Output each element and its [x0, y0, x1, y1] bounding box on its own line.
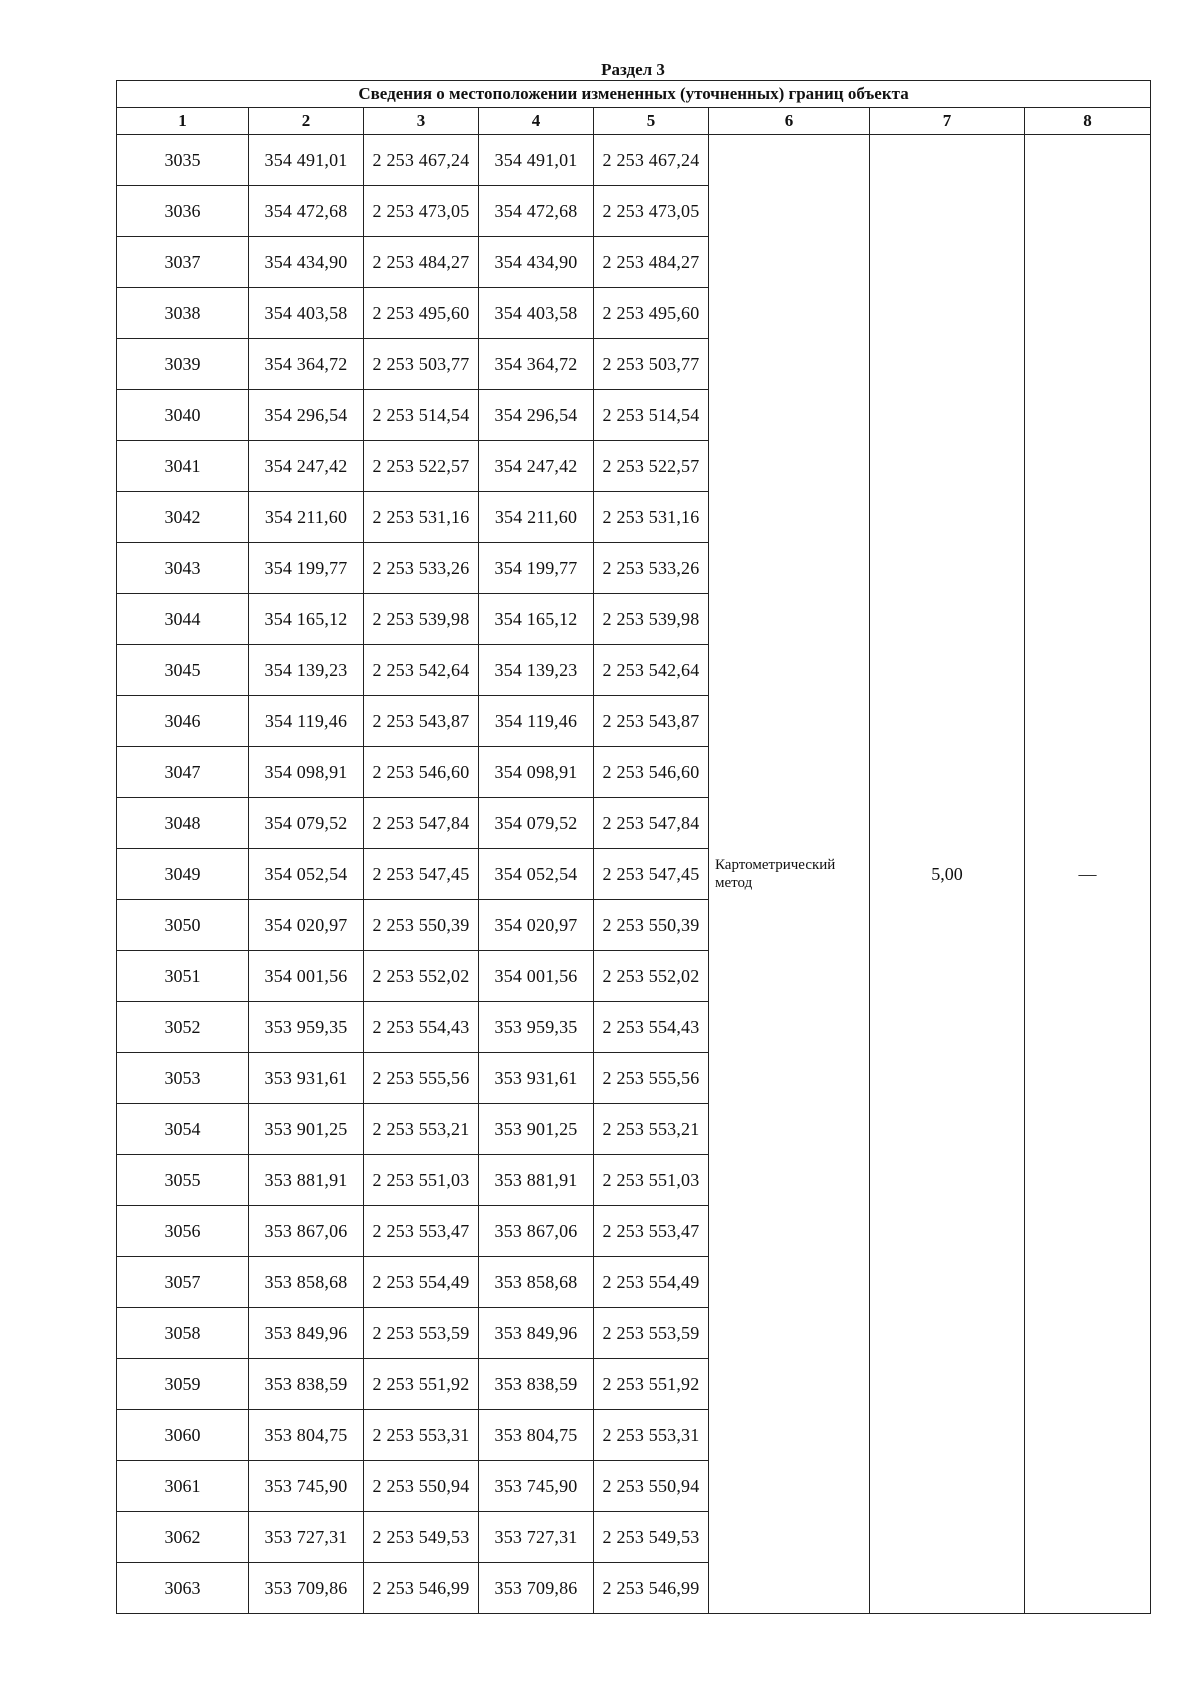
x-existing-cell: 354 211,60 — [249, 492, 364, 543]
x-existing-cell: 354 020,97 — [249, 900, 364, 951]
y-updated-cell: 2 253 531,16 — [594, 492, 709, 543]
y-existing-cell: 2 253 495,60 — [364, 288, 479, 339]
x-updated-cell: 354 472,68 — [479, 186, 594, 237]
x-existing-cell: 353 838,59 — [249, 1359, 364, 1410]
y-updated-cell: 2 253 473,05 — [594, 186, 709, 237]
x-existing-cell: 353 858,68 — [249, 1257, 364, 1308]
x-existing-cell: 354 079,52 — [249, 798, 364, 849]
y-existing-cell: 2 253 503,77 — [364, 339, 479, 390]
y-existing-cell: 2 253 543,87 — [364, 696, 479, 747]
x-updated-cell: 353 727,31 — [479, 1512, 594, 1563]
x-updated-cell: 354 001,56 — [479, 951, 594, 1002]
y-updated-cell: 2 253 550,94 — [594, 1461, 709, 1512]
y-updated-cell: 2 253 555,56 — [594, 1053, 709, 1104]
table-body — [117, 135, 1151, 1614]
x-updated-cell: 354 165,12 — [479, 594, 594, 645]
x-existing-cell: 353 727,31 — [249, 1512, 364, 1563]
y-existing-cell: 2 253 553,21 — [364, 1104, 479, 1155]
y-existing-cell: 2 253 551,92 — [364, 1359, 479, 1410]
x-updated-cell: 353 849,96 — [479, 1308, 594, 1359]
point-number-cell: 3057 — [117, 1257, 249, 1308]
y-existing-cell: 2 253 473,05 — [364, 186, 479, 237]
x-updated-cell: 353 959,35 — [479, 1002, 594, 1053]
y-existing-cell: 2 253 514,54 — [364, 390, 479, 441]
point-number-cell: 3040 — [117, 390, 249, 441]
x-updated-cell: 353 709,86 — [479, 1563, 594, 1614]
x-existing-cell: 354 052,54 — [249, 849, 364, 900]
y-existing-cell: 2 253 547,45 — [364, 849, 479, 900]
column-header: 4 — [479, 108, 594, 135]
x-existing-cell: 354 165,12 — [249, 594, 364, 645]
section-title: Раздел 3 — [601, 60, 665, 79]
x-existing-cell: 353 881,91 — [249, 1155, 364, 1206]
table-row — [117, 135, 1151, 186]
y-existing-cell: 2 253 549,53 — [364, 1512, 479, 1563]
point-number-cell: 3047 — [117, 747, 249, 798]
point-number-cell: 3060 — [117, 1410, 249, 1461]
point-number-cell: 3043 — [117, 543, 249, 594]
y-existing-cell: 2 253 553,59 — [364, 1308, 479, 1359]
point-number-cell: 3062 — [117, 1512, 249, 1563]
x-existing-cell: 354 119,46 — [249, 696, 364, 747]
point-number-cell: 3037 — [117, 237, 249, 288]
y-existing-cell: 2 253 539,98 — [364, 594, 479, 645]
y-existing-cell: 2 253 555,56 — [364, 1053, 479, 1104]
column-number-row — [117, 108, 1151, 135]
x-updated-cell: 354 296,54 — [479, 390, 594, 441]
x-existing-cell: 354 403,58 — [249, 288, 364, 339]
y-updated-cell: 2 253 549,53 — [594, 1512, 709, 1563]
point-number-cell: 3035 — [117, 135, 249, 186]
column-header: 7 — [870, 108, 1025, 135]
point-number-cell: 3061 — [117, 1461, 249, 1512]
boundary-table — [116, 80, 1151, 1614]
point-number-cell: 3042 — [117, 492, 249, 543]
x-updated-cell: 354 020,97 — [479, 900, 594, 951]
column-header: 3 — [364, 108, 479, 135]
y-updated-cell: 2 253 467,24 — [594, 135, 709, 186]
point-number-cell: 3046 — [117, 696, 249, 747]
x-updated-cell: 354 199,77 — [479, 543, 594, 594]
y-updated-cell: 2 253 543,87 — [594, 696, 709, 747]
x-updated-cell: 354 098,91 — [479, 747, 594, 798]
x-updated-cell: 353 867,06 — [479, 1206, 594, 1257]
y-updated-cell: 2 253 503,77 — [594, 339, 709, 390]
y-updated-cell: 2 253 554,43 — [594, 1002, 709, 1053]
y-existing-cell: 2 253 554,49 — [364, 1257, 479, 1308]
column-header: 2 — [249, 108, 364, 135]
y-updated-cell: 2 253 533,26 — [594, 543, 709, 594]
x-updated-cell: 354 079,52 — [479, 798, 594, 849]
x-existing-cell: 353 959,35 — [249, 1002, 364, 1053]
column-header: 5 — [594, 108, 709, 135]
x-existing-cell: 353 931,61 — [249, 1053, 364, 1104]
point-number-cell: 3051 — [117, 951, 249, 1002]
y-existing-cell: 2 253 547,84 — [364, 798, 479, 849]
x-existing-cell: 353 709,86 — [249, 1563, 364, 1614]
y-updated-cell: 2 253 546,60 — [594, 747, 709, 798]
y-updated-cell: 2 253 553,47 — [594, 1206, 709, 1257]
x-updated-cell: 353 931,61 — [479, 1053, 594, 1104]
point-number-cell: 3039 — [117, 339, 249, 390]
point-number-cell: 3041 — [117, 441, 249, 492]
description-cell: — — [1025, 135, 1151, 1614]
point-number-cell: 3058 — [117, 1308, 249, 1359]
point-number-cell: 3049 — [117, 849, 249, 900]
point-number-cell: 3055 — [117, 1155, 249, 1206]
x-existing-cell: 354 434,90 — [249, 237, 364, 288]
point-number-cell: 3052 — [117, 1002, 249, 1053]
x-updated-cell: 353 838,59 — [479, 1359, 594, 1410]
x-updated-cell: 354 434,90 — [479, 237, 594, 288]
point-number-cell: 3044 — [117, 594, 249, 645]
y-existing-cell: 2 253 554,43 — [364, 1002, 479, 1053]
y-updated-cell: 2 253 553,31 — [594, 1410, 709, 1461]
x-existing-cell: 354 472,68 — [249, 186, 364, 237]
y-existing-cell: 2 253 550,94 — [364, 1461, 479, 1512]
x-existing-cell: 354 098,91 — [249, 747, 364, 798]
y-updated-cell: 2 253 522,57 — [594, 441, 709, 492]
x-existing-cell: 354 247,42 — [249, 441, 364, 492]
column-header: 1 — [117, 108, 249, 135]
accuracy-cell: 5,00 — [870, 135, 1025, 1614]
point-number-cell: 3048 — [117, 798, 249, 849]
y-updated-cell: 2 253 553,21 — [594, 1104, 709, 1155]
y-updated-cell: 2 253 484,27 — [594, 237, 709, 288]
y-existing-cell: 2 253 551,03 — [364, 1155, 479, 1206]
y-updated-cell: 2 253 551,03 — [594, 1155, 709, 1206]
x-existing-cell: 354 001,56 — [249, 951, 364, 1002]
x-updated-cell: 353 858,68 — [479, 1257, 594, 1308]
y-existing-cell: 2 253 533,26 — [364, 543, 479, 594]
point-number-cell: 3059 — [117, 1359, 249, 1410]
y-existing-cell: 2 253 546,99 — [364, 1563, 479, 1614]
y-updated-cell: 2 253 539,98 — [594, 594, 709, 645]
x-updated-cell: 354 364,72 — [479, 339, 594, 390]
point-number-cell: 3038 — [117, 288, 249, 339]
x-updated-cell: 354 211,60 — [479, 492, 594, 543]
y-existing-cell: 2 253 467,24 — [364, 135, 479, 186]
y-existing-cell: 2 253 542,64 — [364, 645, 479, 696]
x-existing-cell: 353 901,25 — [249, 1104, 364, 1155]
column-header: 8 — [1025, 108, 1151, 135]
y-updated-cell: 2 253 553,59 — [594, 1308, 709, 1359]
method-cell: Картометрический метод — [709, 135, 870, 1614]
x-updated-cell: 353 881,91 — [479, 1155, 594, 1206]
y-updated-cell: 2 253 551,92 — [594, 1359, 709, 1410]
x-existing-cell: 353 867,06 — [249, 1206, 364, 1257]
y-updated-cell: 2 253 552,02 — [594, 951, 709, 1002]
y-updated-cell: 2 253 514,54 — [594, 390, 709, 441]
point-number-cell: 3054 — [117, 1104, 249, 1155]
y-updated-cell: 2 253 495,60 — [594, 288, 709, 339]
column-header: 6 — [709, 108, 870, 135]
table-caption: Сведения о местоположении измененных (уточненных) границ объекта — [117, 81, 1151, 108]
x-updated-cell: 354 052,54 — [479, 849, 594, 900]
x-updated-cell: 353 901,25 — [479, 1104, 594, 1155]
x-existing-cell: 354 296,54 — [249, 390, 364, 441]
point-number-cell: 3045 — [117, 645, 249, 696]
y-updated-cell: 2 253 546,99 — [594, 1563, 709, 1614]
y-updated-cell: 2 253 547,84 — [594, 798, 709, 849]
x-updated-cell: 353 745,90 — [479, 1461, 594, 1512]
x-updated-cell: 354 139,23 — [479, 645, 594, 696]
y-existing-cell: 2 253 531,16 — [364, 492, 479, 543]
y-existing-cell: 2 253 553,47 — [364, 1206, 479, 1257]
point-number-cell: 3063 — [117, 1563, 249, 1614]
y-existing-cell: 2 253 552,02 — [364, 951, 479, 1002]
x-existing-cell: 353 745,90 — [249, 1461, 364, 1512]
x-existing-cell: 353 804,75 — [249, 1410, 364, 1461]
x-existing-cell: 354 364,72 — [249, 339, 364, 390]
y-existing-cell: 2 253 550,39 — [364, 900, 479, 951]
point-number-cell: 3053 — [117, 1053, 249, 1104]
point-number-cell: 3036 — [117, 186, 249, 237]
x-existing-cell: 353 849,96 — [249, 1308, 364, 1359]
x-existing-cell: 354 199,77 — [249, 543, 364, 594]
x-updated-cell: 354 491,01 — [479, 135, 594, 186]
x-existing-cell: 354 491,01 — [249, 135, 364, 186]
y-existing-cell: 2 253 546,60 — [364, 747, 479, 798]
x-updated-cell: 354 119,46 — [479, 696, 594, 747]
y-updated-cell: 2 253 542,64 — [594, 645, 709, 696]
point-number-cell: 3050 — [117, 900, 249, 951]
y-existing-cell: 2 253 522,57 — [364, 441, 479, 492]
y-updated-cell: 2 253 547,45 — [594, 849, 709, 900]
x-updated-cell: 354 247,42 — [479, 441, 594, 492]
y-updated-cell: 2 253 550,39 — [594, 900, 709, 951]
x-updated-cell: 353 804,75 — [479, 1410, 594, 1461]
x-existing-cell: 354 139,23 — [249, 645, 364, 696]
point-number-cell: 3056 — [117, 1206, 249, 1257]
y-updated-cell: 2 253 554,49 — [594, 1257, 709, 1308]
y-existing-cell: 2 253 553,31 — [364, 1410, 479, 1461]
x-updated-cell: 354 403,58 — [479, 288, 594, 339]
y-existing-cell: 2 253 484,27 — [364, 237, 479, 288]
